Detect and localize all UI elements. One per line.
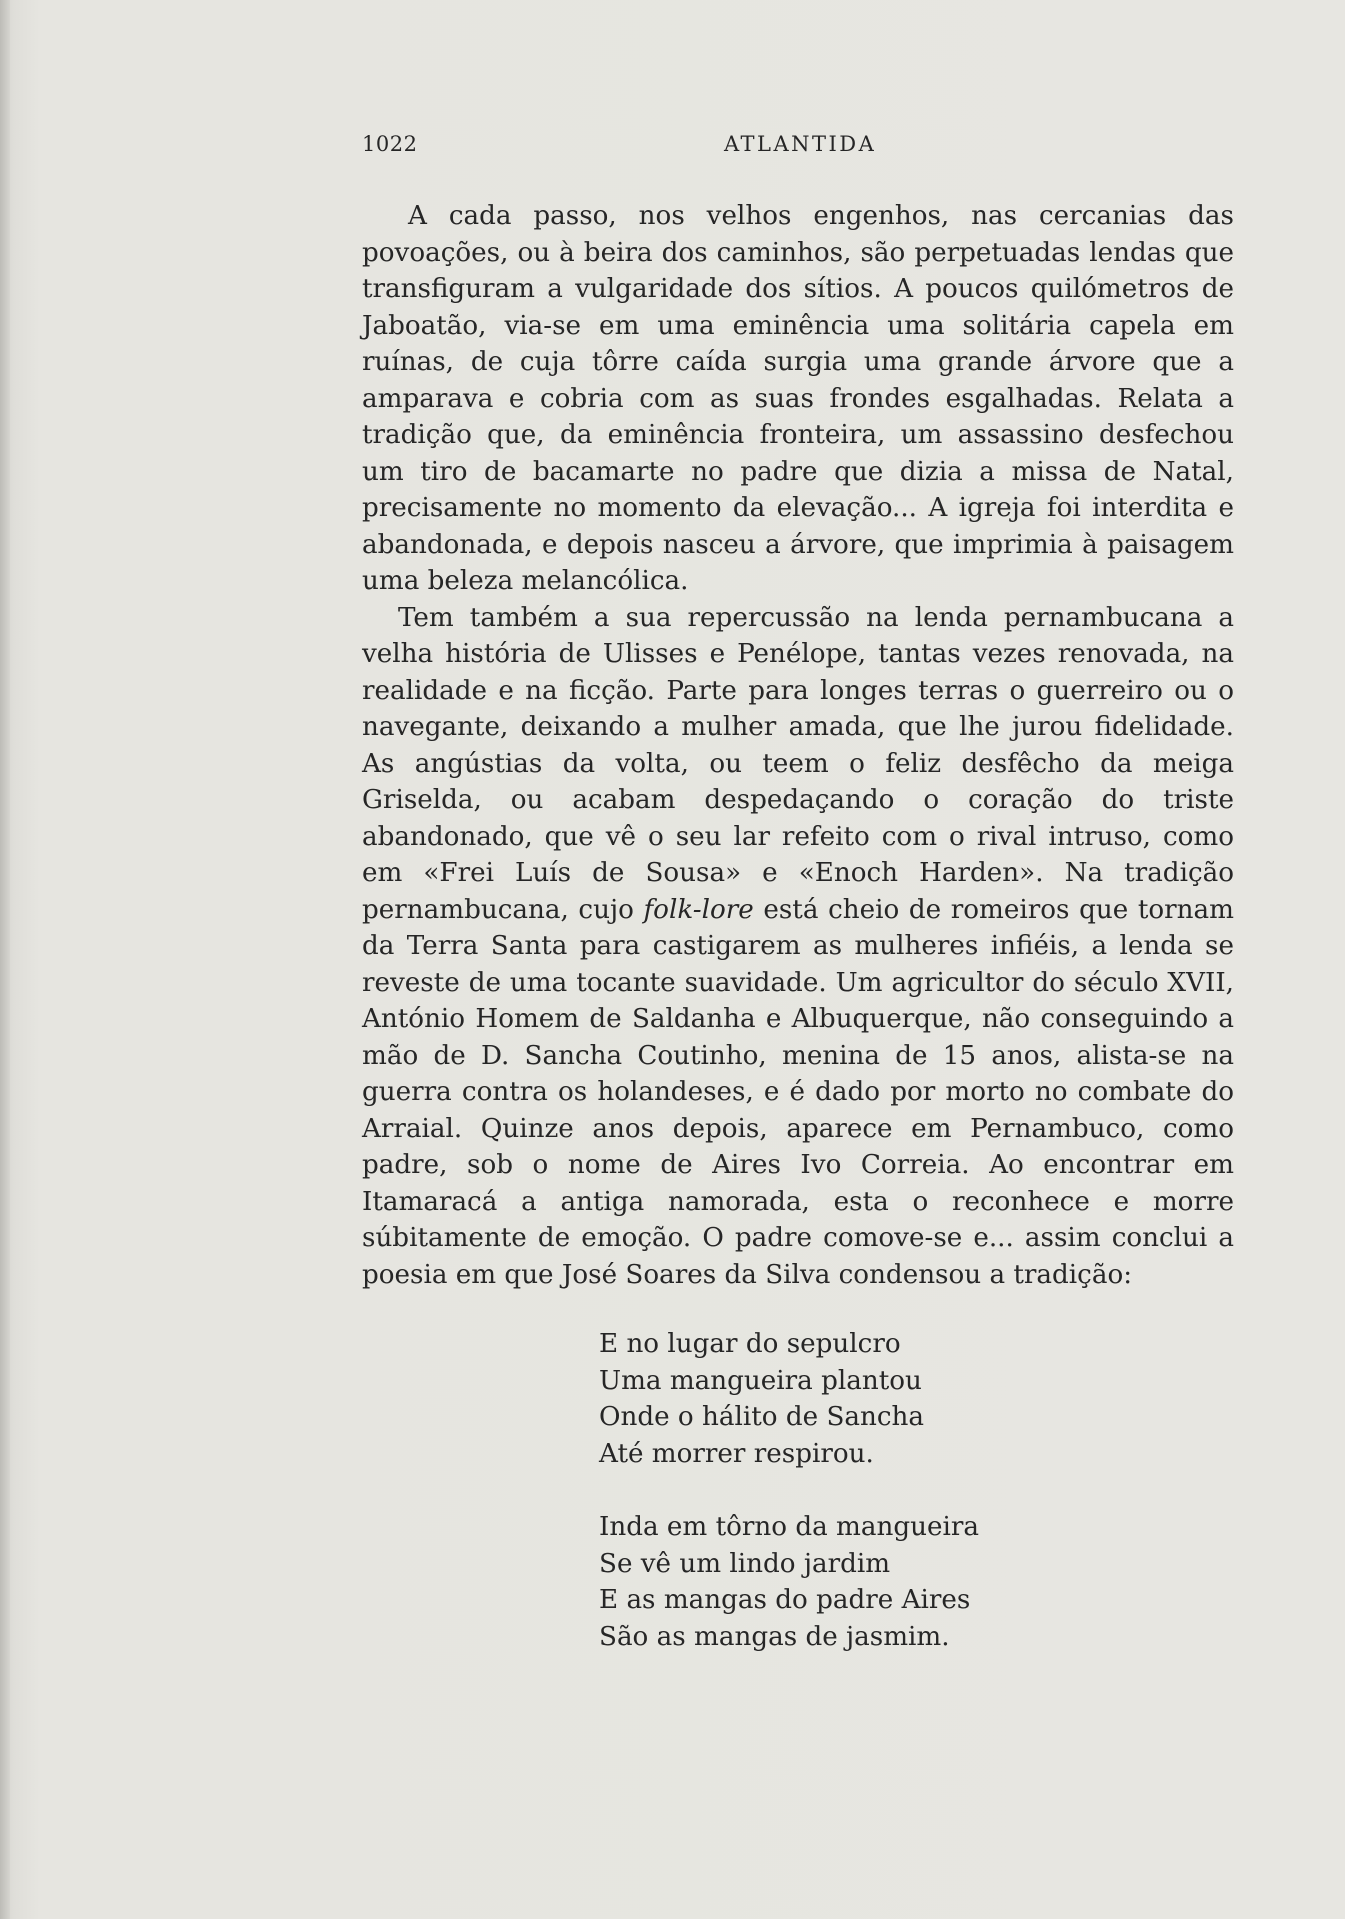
stanza-2 (599, 1509, 1119, 1655)
verse-line: São as mangas de jasmim. (599, 1621, 950, 1652)
stanza-1 (599, 1326, 1119, 1472)
body-text (362, 198, 1234, 1293)
paragraph-2-part-2: está cheio de romeiros que tornam da Terra Santa para castigarem as mulheres infiéis, a lenda se reveste de uma tocante suavidade. Um agricultor do século XVII, António Homem de Saldanha e Albuquerque, não conseguindo a mão de D. Sancha Coutinho, menina de 15 anos, alista-se na guerra contra os holandeses, e é dado por morto no combate do Arraial. Quinze anos depois, aparece em Pernambuco, como padre, sob o nome de Aires Ivo Correia. Ao encontrar em Itamaracá a antiga namorada, esta o reconhece e morre súbitamente de emoção. O padre comove-se e... assim conclui a poesia em que José Soares da Silva condensou a tradição: (362, 894, 1234, 1290)
verse-line: Inda em tôrno da mangueira (599, 1512, 979, 1542)
verse-line: Uma mangueira plantou (599, 1365, 922, 1396)
binding-edge (0, 0, 10, 1919)
paragraph-2-part-1: Tem também a sua repercussão na lenda pernambucana a velha história de Ulisses e Penélope, tantas vezes renovada, na realidade e na ficção. Parte para longes terras o guerreiro ou o navegante, deixando a mulher amada, que lhe jurou fidelidade. As angústias da volta, ou teem o feliz desfêcho da meiga Griselda, ou acabam despedaçando o coração do triste abandonado, que vê o seu lar refeito com o rival intruso, como em «Frei Luís de Sousa» e «Enoch Harden». Na tradição pernambucana, cujo (362, 602, 1234, 925)
poem (599, 1326, 1119, 1692)
running-head (362, 132, 1236, 162)
running-title: ATLANTIDA (724, 132, 877, 156)
verse-line: Até morrer respirou. (599, 1438, 874, 1469)
italic-term: folk-lore (643, 894, 754, 925)
paragraph-2 (362, 600, 1234, 1294)
paragraph-1: A cada passo, nos velhos engenhos, nas cercanias das povoações, ou à beira dos caminhos, são perpetuadas lendas que transfiguram a vulgaridade dos sítios. A poucos quilómetros de Jaboatão, via-se em uma eminência uma solitária capela em ruínas, de cuja tôrre caída surgia uma grande árvore que a amparava e cobria com as suas frondes esgalhadas. Relata a tradição que, da eminência fronteira, um assassino desfechou um tiro de bacamarte no padre que dizia a missa de Natal, precisamente no momento da elevação... A igreja foi interdita e abandonada, e depois nasceu a árvore, que imprimia à paisagem uma beleza melancólica. (362, 201, 1234, 596)
verse-line: Onde o hálito de Sancha (599, 1402, 925, 1432)
page-number: 1022 (362, 132, 418, 156)
verse-line: E no lugar do sepulcro (599, 1329, 901, 1359)
verse-line: E as mangas do padre Aires (599, 1585, 971, 1615)
verse-line: Se vê um lindo jardim (599, 1548, 891, 1579)
